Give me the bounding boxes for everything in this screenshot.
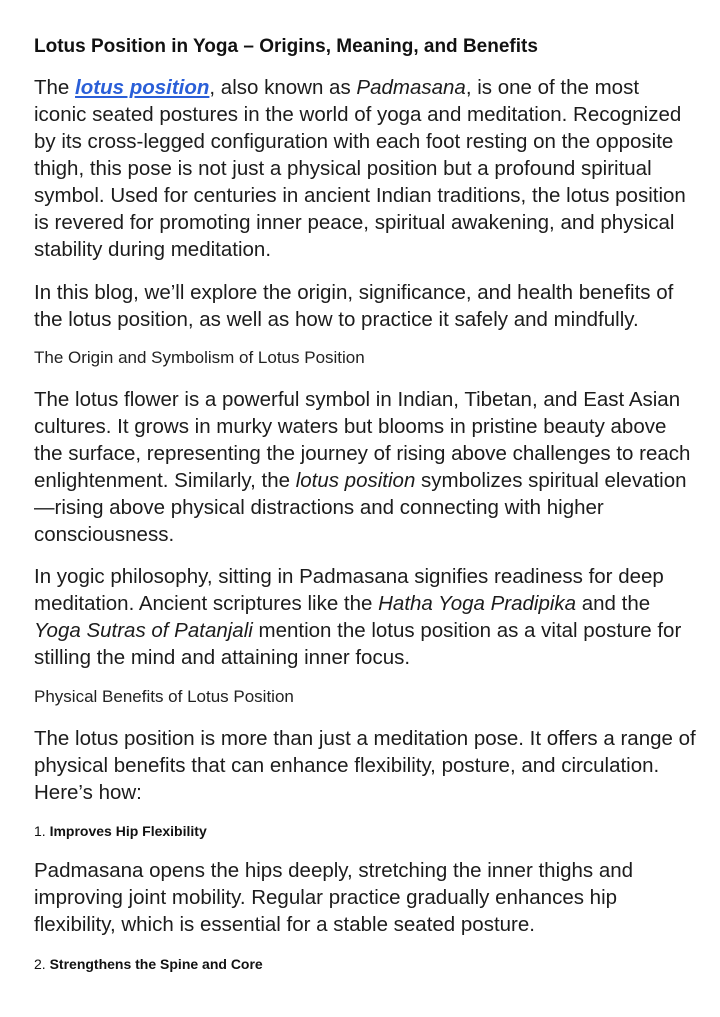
blog-overview-paragraph: In this blog, we’ll explore the origin, significance, and health benefits of the lotus position, as well as how to practice it safely and mindfully. bbox=[34, 281, 674, 331]
section-origin-heading: The Origin and Symbolism of Lotus Position bbox=[34, 348, 365, 367]
hip-flexibility-paragraph: Padmasana opens the hips deeply, stretching the inner thighs and improving joint mobility. Regular practice gradually enhances hip flexibility, which is essential for a stable seated posture. bbox=[34, 859, 634, 936]
list-number: 2. bbox=[34, 956, 50, 972]
benefit-item-hip-flexibility bbox=[34, 821, 696, 841]
philosophy-text: In yogic philosophy, sitting in Padmasana signifies readiness for deep meditation. Ancient scriptures like the bbox=[34, 565, 664, 615]
philosophy-text: mention the lotus position as a vital posture for stilling the mind and attaining inner focus. bbox=[34, 619, 682, 669]
intro-text: The bbox=[34, 76, 76, 99]
list-number: 1. bbox=[34, 823, 50, 839]
origin-text: The lotus flower is a powerful symbol in Indian, Tibetan, and East Asian cultures. It grows in murky waters but blooms in pristine beauty above the surface, representing the journey of rising above challenges to reach enlightenment. Similarly, the bbox=[34, 388, 691, 492]
hatha-yoga-emphasis: Hatha Yoga Pradipika bbox=[378, 592, 577, 615]
article-title: Lotus Position in Yoga – Origins, Meaning, and Benefits bbox=[34, 36, 538, 57]
section-benefits-heading: Physical Benefits of Lotus Position bbox=[34, 687, 294, 706]
yoga-sutras-emphasis: Yoga Sutras of Patanjali bbox=[34, 619, 253, 642]
padmasana-emphasis: Padmasana bbox=[356, 76, 466, 99]
intro-text: , also known as bbox=[209, 76, 357, 99]
philosophy-paragraph bbox=[34, 563, 696, 671]
origin-text: symbolizes spiritual elevation—rising above physical distractions and connecting with higher consciousness. bbox=[34, 469, 687, 546]
origin-paragraph bbox=[34, 386, 696, 548]
benefit-label: Strengthens the Spine and Core bbox=[49, 956, 263, 972]
lotus-position-link[interactable]: lotus position bbox=[75, 76, 210, 99]
intro-paragraph bbox=[34, 74, 696, 263]
benefits-paragraph: The lotus position is more than just a meditation pose. It offers a range of physical benefits that can enhance flexibility, posture, and circulation. Here’s how: bbox=[34, 727, 696, 804]
philosophy-text: and the bbox=[576, 592, 651, 615]
benefit-label: Improves Hip Flexibility bbox=[49, 823, 207, 839]
lotus-position-emphasis: lotus position bbox=[295, 469, 416, 492]
benefit-item-spine-core bbox=[34, 954, 696, 974]
intro-text: , is one of the most iconic seated postures in the world of yoga and meditation. Recognized by its cross-legged configuration with each foot resting on the opposite thigh, this pose is not just a physical position but a profound spiritual symbol. Used for centuries in ancient Indian traditions, the lotus position is revered for promoting inner peace, spiritual awakening, and physical stability during meditation. bbox=[34, 76, 686, 261]
